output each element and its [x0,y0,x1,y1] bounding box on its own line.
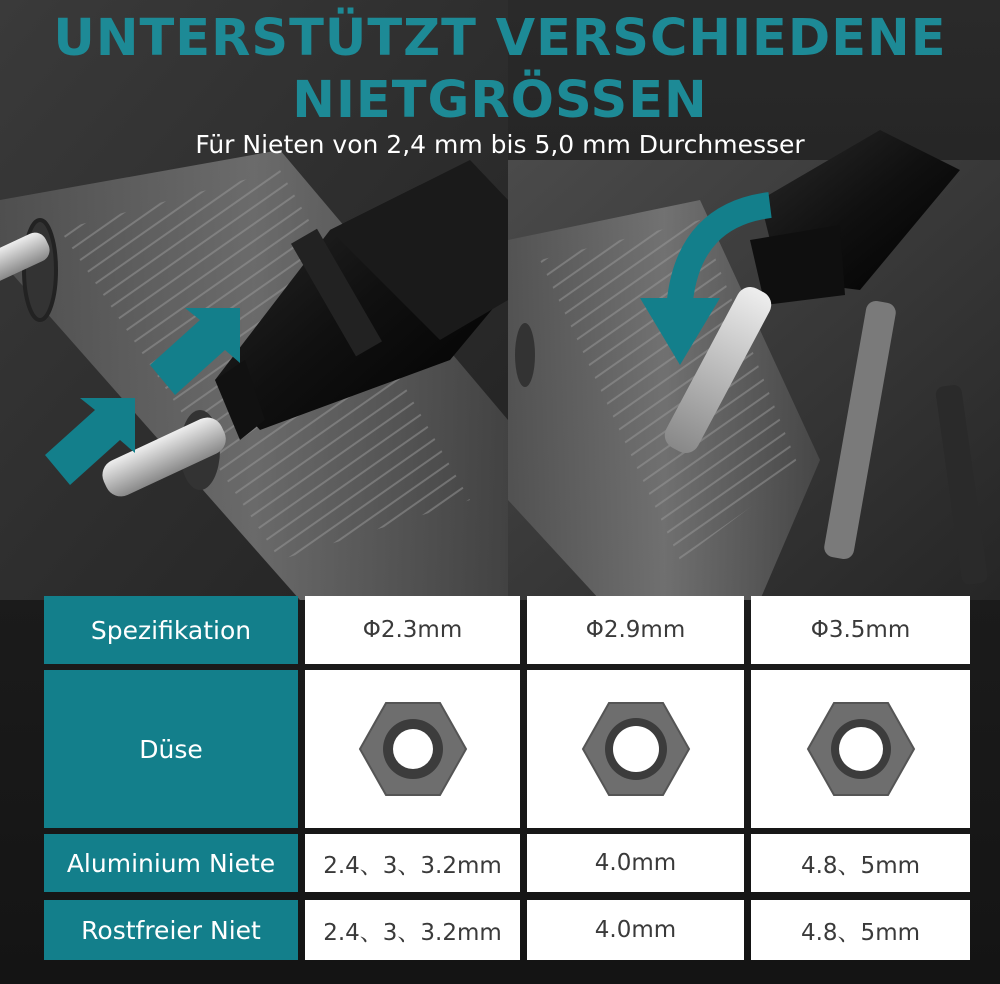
row-label-rostfrei: Rostfreier Niet [44,900,298,960]
spec-cell: Φ2.3mm [305,596,520,664]
stainless-cell: 4.0mm [527,900,744,960]
headline-line-1: UNTERSTÜTZT VERSCHIEDENE [53,9,947,68]
row-label-duese: Düse [44,670,298,828]
aluminium-cell: 2.4、3、3.2mm [305,834,520,892]
aluminium-cell: 4.8、5mm [751,834,970,892]
headline [0,8,1000,132]
hex-nut-icon [358,701,468,797]
row-label-spezifikation: Spezifikation [44,596,298,664]
hex-nut-icon [581,701,691,797]
spec-cell: Φ2.9mm [527,596,744,664]
headline-line-2: NIETGRÖSSEN [292,71,708,130]
hex-nut-icon [806,701,916,797]
nozzle-cell [527,670,744,828]
spec-cell: Φ3.5mm [751,596,970,664]
nozzle-cell [305,670,520,828]
nozzle-cell [751,670,970,828]
subtitle: Für Nieten von 2,4 mm bis 5,0 mm Durchmesser [195,130,805,159]
aluminium-cell: 4.0mm [527,834,744,892]
spec-table [44,596,970,960]
stainless-cell: 2.4、3、3.2mm [305,900,520,960]
row-label-aluminium: Aluminium Niete [44,834,298,892]
stainless-cell: 4.8、5mm [751,900,970,960]
